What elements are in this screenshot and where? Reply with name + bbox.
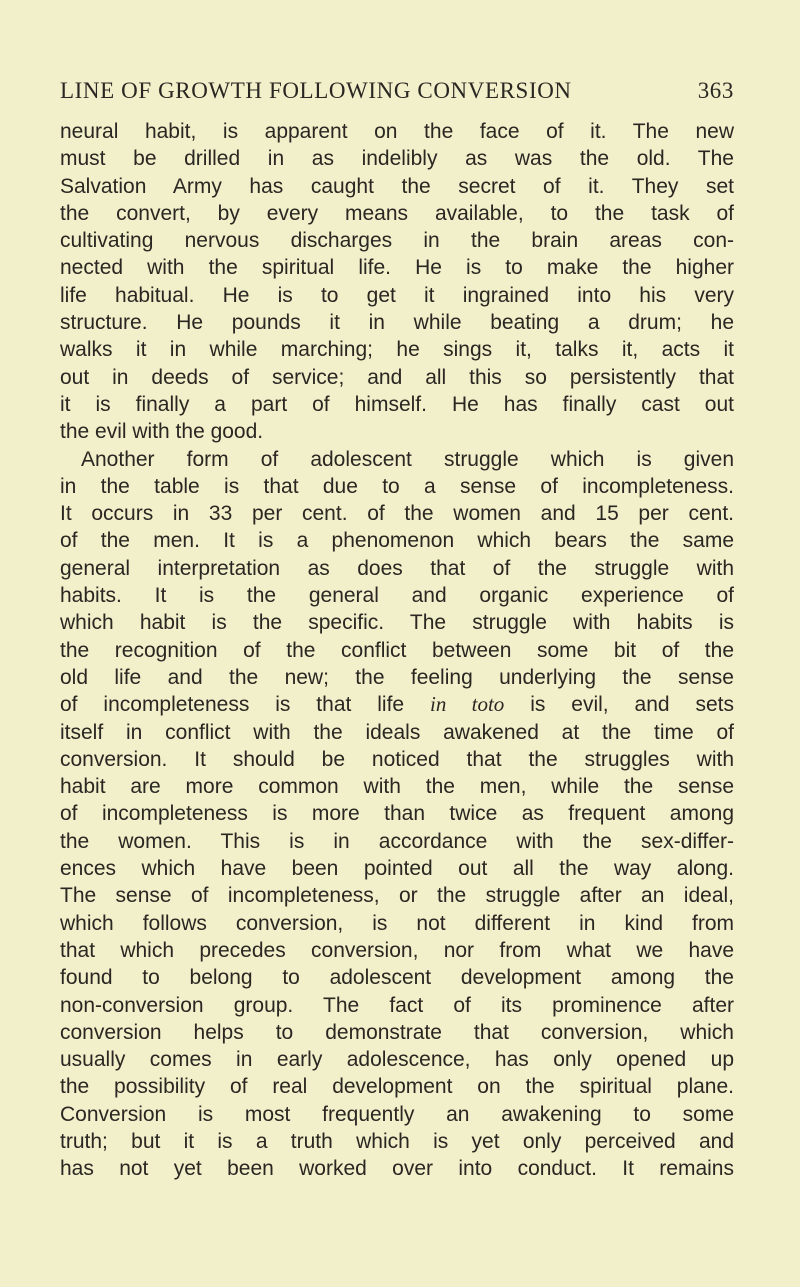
text-line: found to belong to adolescent development among the bbox=[60, 966, 734, 990]
text-line: habit are more common with the men, while the sense bbox=[60, 775, 734, 799]
text-line: Salvation Army has caught the secret of it. They set bbox=[60, 174, 734, 198]
text-line: conversion. It should be noticed that the struggles with bbox=[60, 747, 734, 771]
text-line: non-conversion group. The fact of its prominence after bbox=[60, 993, 734, 1017]
paragraph-2 bbox=[60, 446, 734, 1183]
text-line: habits. It is the general and organic experience of bbox=[60, 584, 734, 608]
text-line: the recognition of the conflict between some bit of the bbox=[60, 638, 734, 662]
text-line: itself in conflict with the ideals awakened at the time of bbox=[60, 720, 734, 744]
running-head bbox=[60, 78, 734, 112]
line-segment: of incompleteness is that life bbox=[60, 693, 430, 717]
text-line: which follows conversion, is not different in kind from bbox=[60, 911, 734, 935]
text-line: in the table is that due to a sense of incompleteness. bbox=[60, 474, 734, 498]
text-line: out in deeds of service; and all this so persistently that bbox=[60, 365, 734, 389]
text-line: it is finally a part of himself. He has finally cast out bbox=[60, 392, 734, 416]
text-line: general interpretation as does that of the struggle with bbox=[60, 556, 734, 580]
running-head-title: LINE OF GROWTH FOLLOWING CONVERSION bbox=[60, 78, 572, 103]
text-line: the possibility of real development on the spiritual plane. bbox=[60, 1075, 734, 1099]
text-line: neural habit, is apparent on the face of it. The new bbox=[60, 120, 734, 143]
text-line: the evil with the good. bbox=[60, 420, 264, 444]
text-line: cultivating nervous discharges in the brain areas con- bbox=[60, 229, 734, 253]
text-line-with-italic bbox=[60, 691, 734, 718]
paragraph-1 bbox=[60, 118, 734, 446]
text-line: truth; but it is a truth which is yet only perceived and bbox=[60, 1129, 734, 1153]
text-line: that which precedes conversion, nor from what we have bbox=[60, 938, 734, 962]
text-line: old life and the new; the feeling underlying the sense bbox=[60, 665, 734, 689]
italic-phrase: in toto bbox=[429, 692, 505, 717]
text-line: ences which have been pointed out all the way along. bbox=[60, 857, 734, 881]
text-line: structure. He pounds it in while beating a drum; he bbox=[60, 311, 734, 335]
text-line: of the men. It is a phenomenon which bears the same bbox=[60, 529, 734, 553]
body-text bbox=[60, 118, 734, 1183]
text-line: Another form of adolescent struggle which is given bbox=[81, 447, 734, 471]
text-line: nected with the spiritual life. He is to make the higher bbox=[60, 256, 734, 280]
text-line: walks it in while marching; he sings it, talks it, acts it bbox=[60, 338, 734, 362]
text-line: must be drilled in as indelibly as was the old. The bbox=[60, 147, 734, 171]
text-line: conversion helps to demonstrate that conversion, which bbox=[60, 1020, 734, 1044]
line-segment: is evil, and sets bbox=[504, 693, 734, 717]
text-line: the convert, by every means available, to the task of bbox=[60, 201, 734, 225]
text-line: life habitual. He is to get it ingrained into his very bbox=[60, 283, 734, 307]
text-line: has not yet been worked over into conduct. It remains bbox=[60, 1157, 734, 1181]
text-line: the women. This is in accordance with the sex-differ- bbox=[60, 829, 734, 853]
text-line: of incompleteness is more than twice as frequent among bbox=[60, 802, 734, 826]
text-line: Conversion is most frequently an awakening to some bbox=[60, 1102, 734, 1126]
text-line: The sense of incompleteness, or the struggle after an ideal, bbox=[60, 884, 734, 908]
text-line: usually comes in early adolescence, has only opened up bbox=[60, 1048, 734, 1072]
text-line: which habit is the specific. The struggle with habits is bbox=[60, 611, 734, 635]
book-page bbox=[60, 78, 734, 1183]
page-number: 363 bbox=[697, 78, 734, 103]
text-line: It occurs in 33 per cent. of the women and 15 per cent. bbox=[60, 502, 734, 526]
